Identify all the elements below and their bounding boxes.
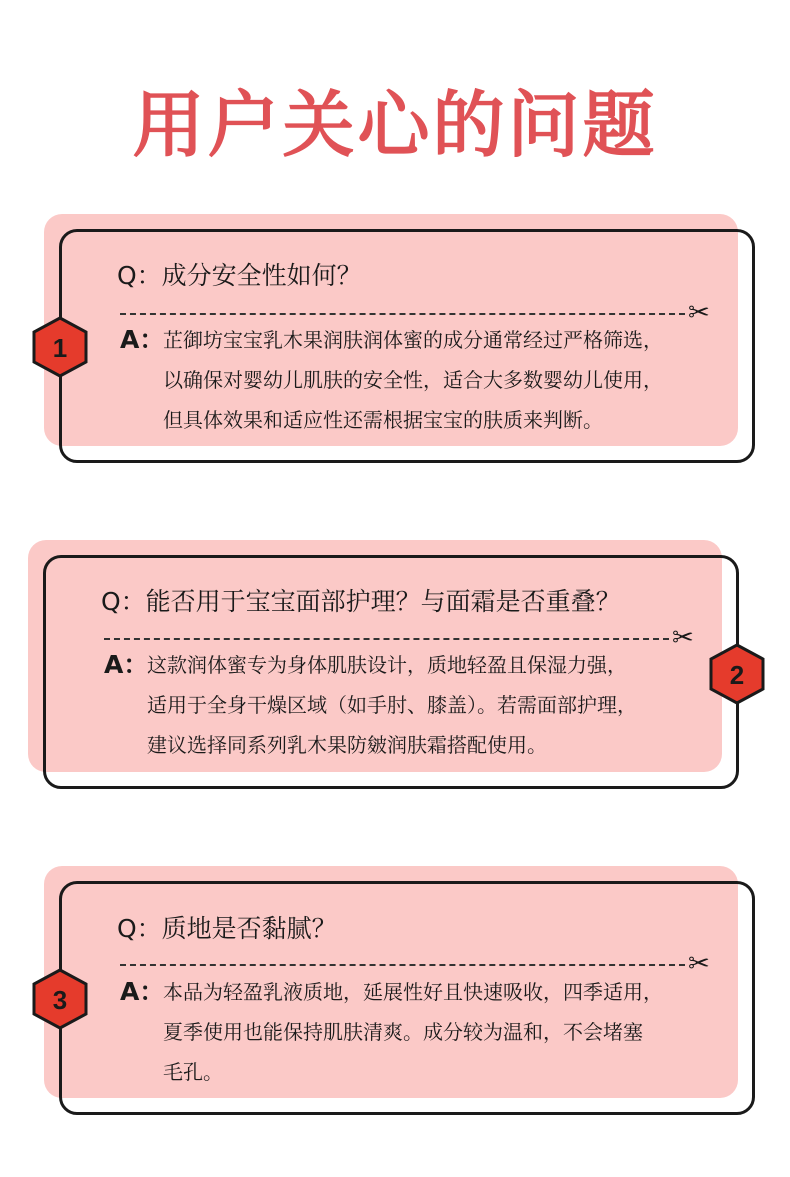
scissors-icon: ✂	[688, 949, 710, 979]
number-badge	[709, 643, 765, 705]
number-badge	[32, 316, 88, 378]
dashed-divider	[120, 313, 685, 315]
answer-line: 毛孔。	[163, 1060, 223, 1084]
dashed-divider	[120, 964, 685, 966]
faq-answer	[163, 320, 663, 440]
badge-number: 3	[52, 985, 68, 1015]
scissors-icon: ✂	[688, 298, 710, 328]
answer-line: 适用于全身干燥区域（如手肘、膝盖）。若需面部护理，	[147, 693, 637, 717]
badge-number: 1	[52, 333, 68, 363]
faq-question: Q：成分安全性如何？	[117, 261, 362, 290]
answer-line: 以确保对婴幼儿肌肤的安全性，适合大多数婴幼儿使用，	[163, 368, 663, 392]
answer-line: 芷御坊宝宝乳木果润肤润体蜜的成分通常经过严格筛选，	[163, 328, 663, 352]
answer-line: 本品为轻盈乳液质地，延展性好且快速吸收，四季适用，	[163, 980, 663, 1004]
answer-line: 建议选择同系列乳木果防皴润肤霜搭配使用。	[147, 733, 547, 757]
badge-number: 2	[729, 660, 745, 690]
page-title: 用户关心的问题	[132, 83, 658, 167]
answer-line: 但具体效果和适应性还需根据宝宝的肤质来判断。	[163, 408, 603, 432]
dashed-divider	[104, 638, 669, 640]
scissors-icon: ✂	[672, 623, 694, 653]
faq-question: Q：质地是否黏腻？	[117, 914, 337, 943]
answer-label: A：	[120, 977, 165, 1006]
faq-question: Q：能否用于宝宝面部护理？与面霜是否重叠？	[101, 587, 621, 616]
answer-label: A：	[120, 325, 165, 354]
answer-line: 夏季使用也能保持肌肤清爽。成分较为温和，不会堵塞	[163, 1020, 643, 1044]
faq-answer	[163, 972, 663, 1092]
answer-label: A：	[104, 650, 149, 679]
faq-answer	[147, 645, 637, 765]
number-badge	[32, 968, 88, 1030]
answer-line: 这款润体蜜专为身体肌肤设计，质地轻盈且保湿力强，	[147, 653, 627, 677]
